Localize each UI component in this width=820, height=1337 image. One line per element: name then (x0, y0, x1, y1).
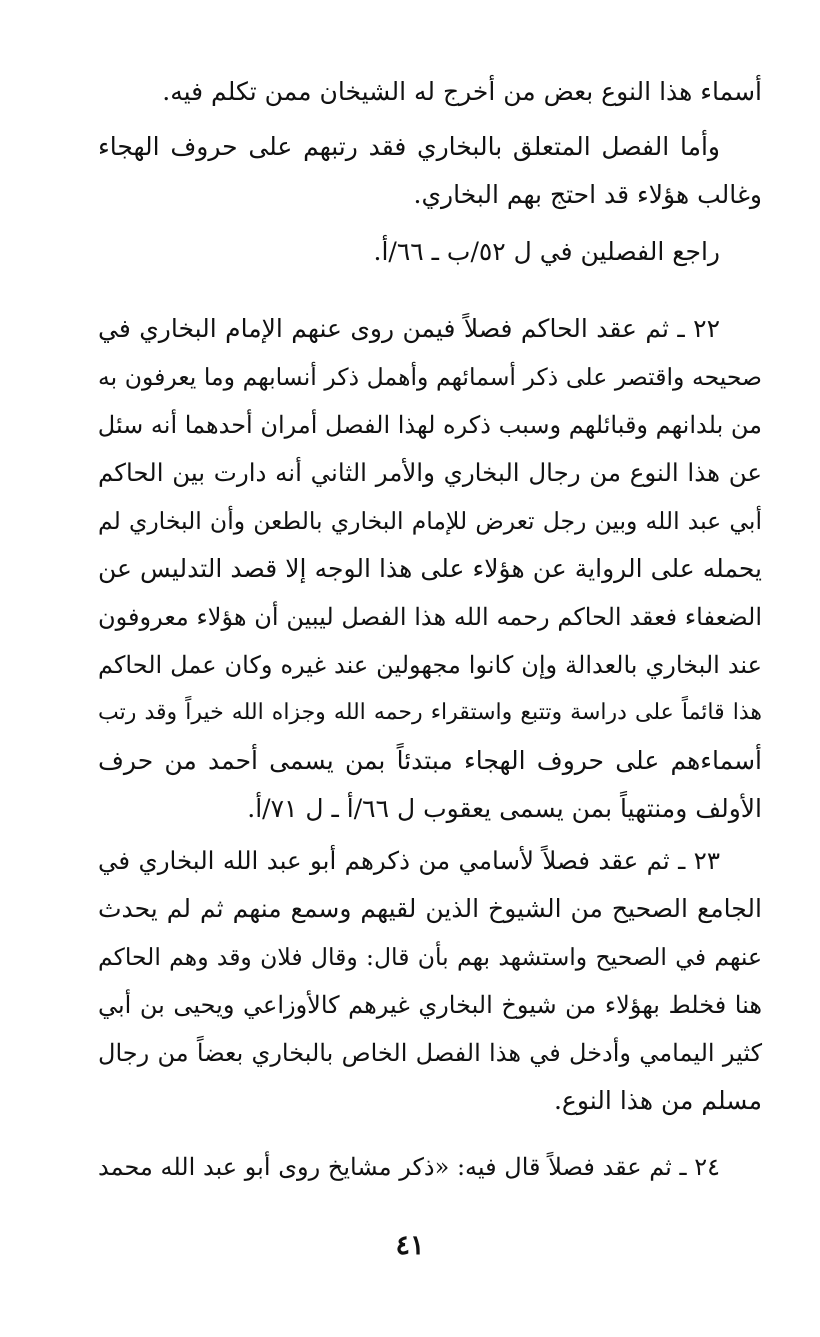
text-line: من بلدانهم وقبائلهم وسبب ذكره لهذا الفصل أمران أحدهما أنه سئل (97, 411, 762, 439)
text-line: الضعفاء فعقد الحاكم رحمه الله هذا الفصل ليبين أن هؤلاء معروفون (98, 603, 762, 631)
text-line: عند البخاري بالعدالة وإن كانوا مجهولين عند غيره وكان عمل الحاكم (98, 651, 762, 679)
text-line: يحمله على الرواية عن هؤلاء على هذا الوجه إلا قصد التدليس عن (98, 554, 762, 583)
text-line: أسماء هذا النوع بعض من أخرج له الشيخان ممن تكلم فيه. (162, 77, 762, 106)
text-line: عنهم في الصحيح واستشهد بهم بأن قال: وقال فلان وقد وهم الحاكم (98, 943, 762, 971)
text-line: كثير اليمامي وأدخل في هذا الفصل الخاص بالبخاري بعضاً من رجال (98, 1039, 762, 1067)
text-line: عن هذا النوع من رجال البخاري والأمر الثاني أنه دارت بين الحاكم (98, 458, 762, 487)
text-line: ٢٣ ـ ثم عقد فصلاً لأسامي من ذكرهم أبو عبد الله البخاري في (98, 846, 720, 875)
text-line: ٢٤ ـ ثم عقد فصلاً قال فيه: «ذكر مشايخ روى أبو عبد الله محمد (98, 1153, 720, 1181)
text-line: صحيحه واقتصر على ذكر أسمائهم وأهمل ذكر أنسابهم وما يعرفون به (98, 363, 762, 391)
text-line: أبي عبد الله وبين رجل تعرض للإمام البخاري بالطعن وأن البخاري لم (98, 507, 762, 535)
page-number: ٤١ (395, 1230, 425, 1261)
text-line: وغالب هؤلاء قد احتج بهم البخاري. (413, 180, 762, 209)
text-line: ٢٢ ـ ثم عقد الحاكم فصلاً فيمن روى عنهم الإمام البخاري في (98, 314, 720, 343)
text-line: الأولف ومنتهياً بمن يسمى يعقوب ل ٦٦/أ ـ ل ٧١/أ. (247, 794, 762, 823)
text-line: راجع الفصلين في ل ٥٢/ب ـ ٦٦/أ. (373, 237, 720, 266)
text-line: الجامع الصحيح من الشيوخ الذين لقيهم وسمع منهم ثم لم يحدث (98, 894, 762, 923)
text-line: وأما الفصل المتعلق بالبخاري فقد رتبهم على حروف الهجاء (98, 132, 720, 161)
text-line: مسلم من هذا النوع. (553, 1086, 762, 1115)
text-line: هذا قائماً على دراسة وتتبع واستقراء رحمه الله وجزاه الله خيراً وقد رتب (98, 700, 762, 725)
text-line: هنا فخلط بهؤلاء من شيوخ البخاري غيرهم كالأوزاعي ويحيى بن أبي (98, 991, 762, 1019)
text-line: أسماءهم على حروف الهجاء مبتدئاً بمن يسمى أحمد من حرف (98, 746, 762, 775)
